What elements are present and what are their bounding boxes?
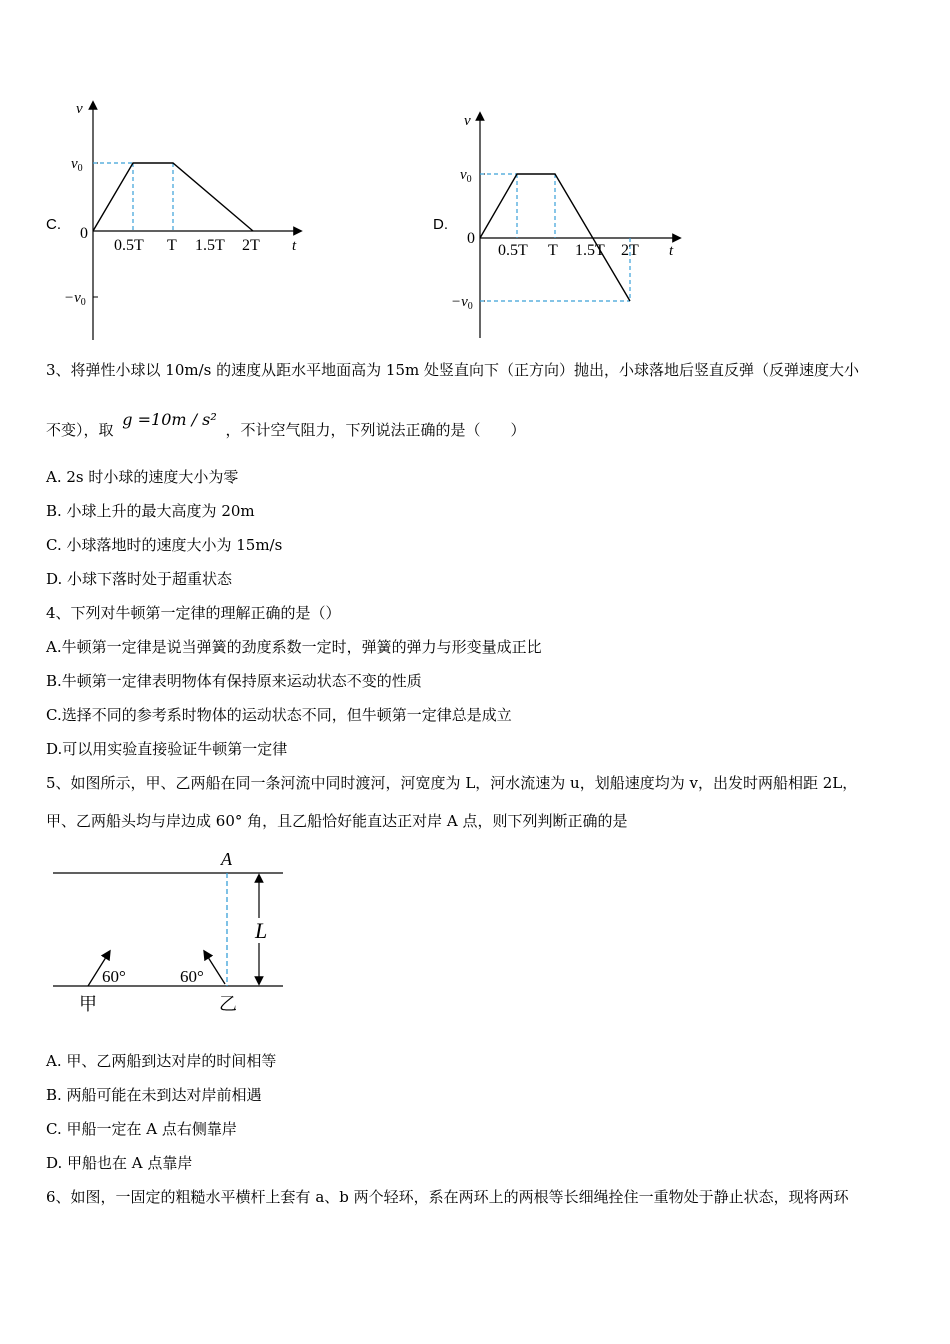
graph-c-v-label: v [76,101,83,117]
graph-c-v0: $v_0$ [71,156,83,174]
q3-stem-post: ，不计空气阻力，下列说法正确的是（ ） [225,421,526,439]
q4-option-d: D.可以用实验直接验证牛顿第一定律 [46,740,288,758]
graph-c-tick-0: 0.5T [114,237,144,254]
q5-boat-yi: 乙 [219,994,237,1014]
graph-d-origin: 0 [467,230,475,247]
q4-option-c: C.选择不同的参考系时物体的运动状态不同，但牛顿第一定律总是成立 [46,706,512,724]
graph-d-v-label: v [464,113,471,129]
q3-stem-line1: 3、将弹性小球以 10m/s 的速度从距水平地面高为 15m 处竖直向下（正方向）抛出，小球落地后竖直反弹（反弹速度大小 [46,361,859,379]
q3-stem-line2 [46,410,526,440]
graph-d-neg-v0: $-v_0$ [451,294,473,312]
q5-yi-velocity-arrow [206,954,225,984]
q5-angle-right: 60° [180,967,204,986]
q3-option-d: D. 小球下落时处于超重状态 [46,570,233,588]
q5-stem-line2: 甲、乙两船头均与岸边成 60° 角，且乙船恰好能直达正对岸 A 点，则下列判断正确的是 [46,812,628,830]
q5-width-label: L [255,918,268,943]
graph-c-origin: 0 [80,225,88,242]
graph-d-tick-0: 0.5T [498,242,528,259]
graph-c [58,95,318,345]
graph-c-neg-v0: $-v_0$ [64,290,86,308]
q5-option-c: C. 甲船一定在 A 点右侧靠岸 [46,1120,237,1138]
q5-point-a: A [221,849,232,869]
q5-river-figure [50,848,290,1018]
graph-c-tick-2: 1.5T [195,237,225,254]
q5-option-a: A. 甲、乙两船到达对岸的时间相等 [46,1052,277,1070]
graph-d-t-label: t [669,243,674,259]
graph-d-label: D. [433,216,448,233]
q3-option-c: C. 小球落地时的速度大小为 15m/s [46,536,283,554]
q5-option-b: B. 两船可能在未到达对岸前相遇 [46,1086,262,1104]
graph-d-tick-3: 2T [621,242,639,259]
q3-option-b: B. 小球上升的最大高度为 20m [46,502,255,520]
q5-boat-jia: 甲 [79,994,97,1014]
graph-c-label: C. [46,216,61,233]
q3-option-a: A. 2s 时小球的速度大小为零 [46,468,239,486]
q5-angle-left: 60° [102,967,126,986]
graph-d [445,108,695,343]
graph-c-tick-1: T [167,237,177,254]
graph-d-tick-2: 1.5T [575,242,605,259]
graph-c-t-label: t [292,238,297,254]
graph-d-tick-1: T [548,242,558,259]
q4-option-a: A.牛顿第一定律是说当弹簧的劲度系数一定时，弹簧的弹力与形变量成正比 [46,638,542,656]
q5-option-d: D. 甲船也在 A 点靠岸 [46,1154,193,1172]
q4-stem: 4、下列对牛顿第一定律的理解正确的是（） [46,604,341,622]
q3-stem-pre: 不变），取 [46,421,114,439]
graph-c-tick-3: 2T [242,237,260,254]
q3-formula: g =10m / s² [122,410,217,429]
graph-d-v0: $v_0$ [460,167,472,185]
q4-option-b: B.牛顿第一定律表明物体有保持原来运动状态不变的性质 [46,672,422,690]
q6-stem-line1: 6、如图，一固定的粗糙水平横杆上套有 a、b 两个轻环，系在两环上的两根等长细绳拴住一重物处于静止状态，现将两环 [46,1188,849,1206]
q5-stem-line1: 5、如图所示，甲、乙两船在同一条河流中同时渡河，河宽度为 L，河水流速为 u，划船速度均为 v，出发时两船相距 2L， [46,774,858,792]
